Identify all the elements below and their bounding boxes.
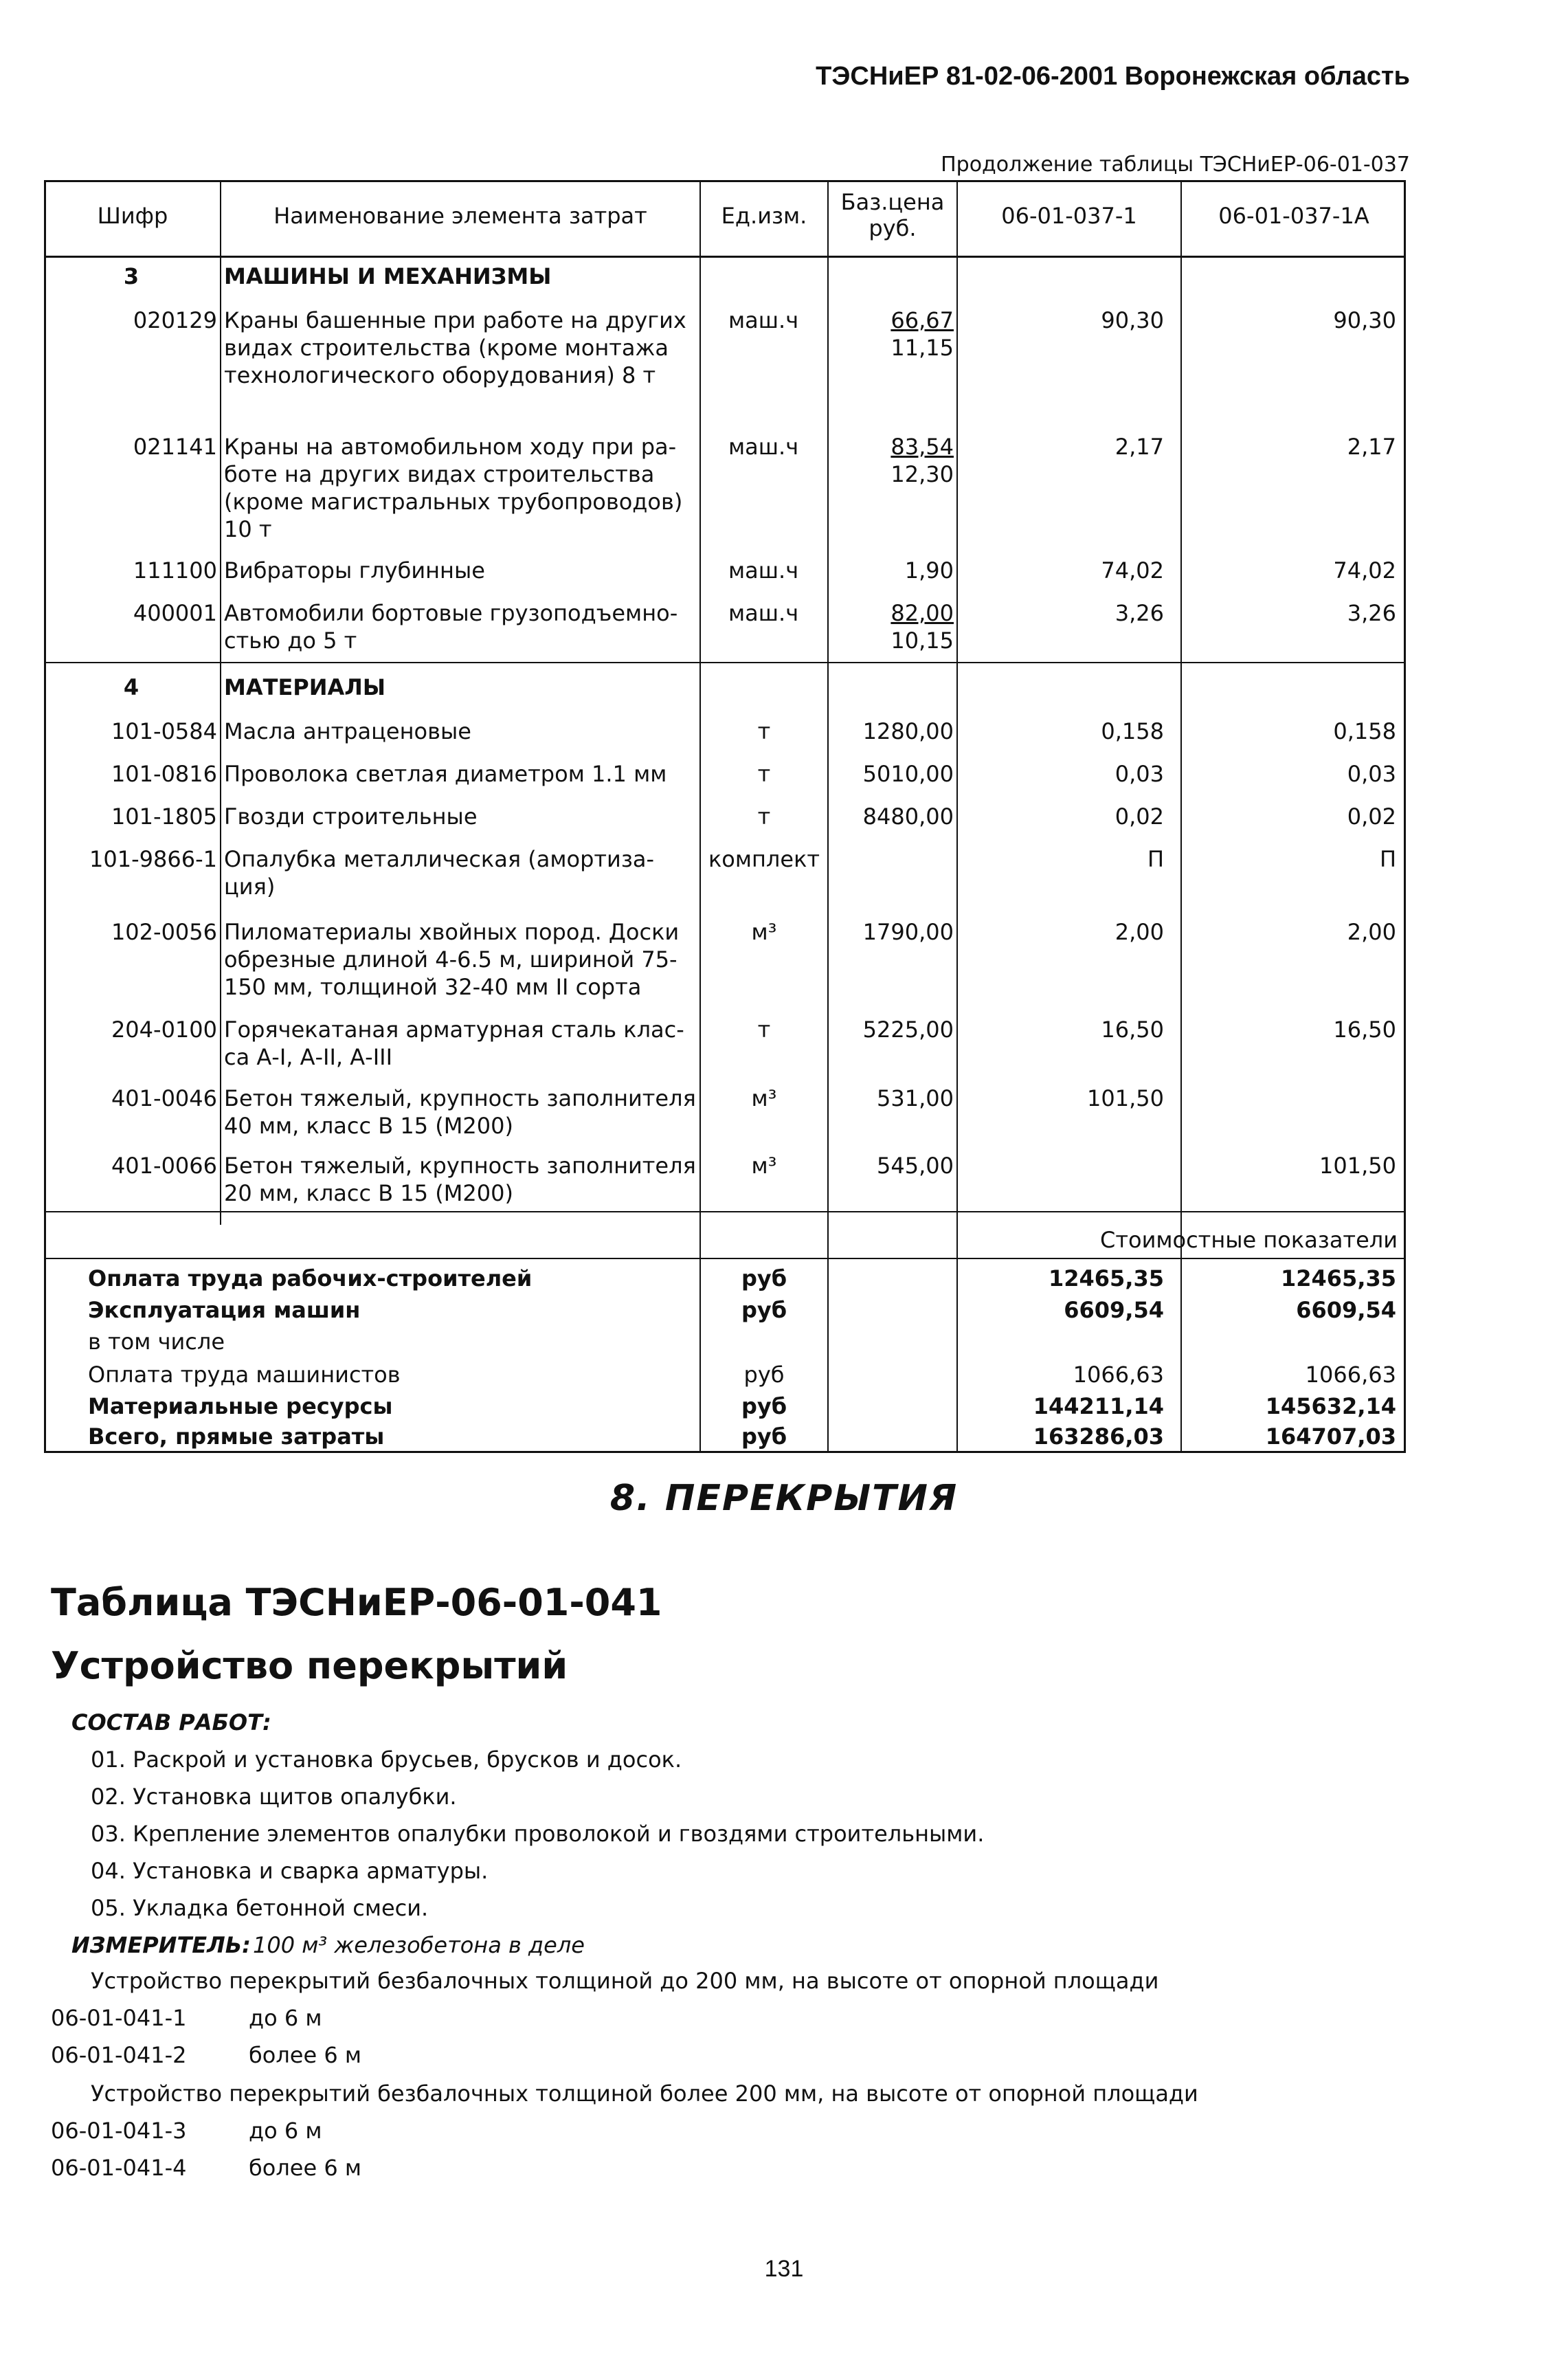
resource-name: Вибраторы глубинные [224, 557, 485, 584]
resource-name: Масла антраценовые [224, 718, 471, 744]
cost-value-variant-2: 12465,35 [1280, 1265, 1396, 1291]
resource-value-variant-2: 0,03 [1347, 761, 1396, 787]
cost-label: Оплата труда рабочих-строителей [88, 1265, 533, 1291]
resource-value-variant-2: 74,02 [1333, 557, 1396, 584]
section-heading: 8. ПЕРЕКРЫТИЯ [609, 1478, 959, 1519]
resource-name: Гвозди строительные [224, 803, 478, 830]
resource-unit: комплект [708, 846, 820, 872]
cost-indicators-header: Стоимостные показатели [1100, 1227, 1398, 1253]
resource-value-variant-2: 2,00 [1347, 919, 1396, 945]
resource-price: 82,00 [891, 600, 954, 626]
column-header-code: Шифр [97, 203, 168, 229]
resource-name: 40 мм, класс В 15 (М200) [224, 1113, 513, 1139]
resource-name: 20 мм, класс В 15 (М200) [224, 1180, 513, 1206]
resource-unit: маш.ч [728, 434, 799, 460]
resource-name: Бетон тяжелый, крупность заполнителя [224, 1085, 696, 1111]
resource-price: 531,00 [877, 1085, 954, 1111]
resource-value-variant-1: 0,02 [1115, 803, 1164, 830]
column-header-price: Баз.цена [840, 189, 945, 215]
meter-label: ИЗМЕРИТЕЛЬ: [71, 1932, 251, 1958]
resource-price-wage: 12,30 [891, 461, 954, 487]
resource-name: Бетон тяжелый, крупность заполнителя [224, 1153, 696, 1179]
column-header-price-unit: руб. [869, 215, 917, 241]
cost-value-variant-1: 12465,35 [1048, 1265, 1164, 1291]
column-divider [699, 180, 701, 1453]
document-header-title: ТЭСНиЕР 81-02-06-2001 Воронежская область [816, 62, 1410, 91]
work-item: 01. Раскрой и установка брусьев, брусков и досок. [91, 1746, 682, 1773]
section-number: 4 [123, 674, 139, 700]
resource-value-variant-2: 3,26 [1347, 600, 1396, 626]
resource-value-variant-1: 0,158 [1101, 718, 1164, 744]
cost-unit: руб [741, 1423, 787, 1450]
resource-code: 101-0584 [111, 718, 217, 744]
resource-name: обрезные длиной 4-6.5 м, шириной 75- [224, 946, 677, 973]
resource-value-variant-1: 16,50 [1101, 1017, 1164, 1043]
resource-value-variant-1: 0,03 [1115, 761, 1164, 787]
resource-price-wage: 10,15 [891, 628, 954, 654]
resource-price: 1790,00 [862, 919, 954, 945]
resource-name: видах строительства (кроме монтажа [224, 335, 669, 361]
group-description: Устройство перекрытий безбалочных толщиной более 200 мм, на высоте от опорной площади [91, 2081, 1198, 2107]
cost-value-variant-2: 6609,54 [1296, 1297, 1396, 1323]
cost-unit: руб [741, 1393, 787, 1419]
section-title: МАТЕРИАЛЫ [224, 674, 386, 700]
resource-value-variant-2: 16,50 [1333, 1017, 1396, 1043]
resource-unit: м³ [751, 1085, 777, 1111]
norm-text: более 6 м [249, 2042, 361, 2068]
works-label: СОСТАВ РАБОТ: [71, 1709, 271, 1735]
column-header-unit: Ед.изм. [721, 203, 807, 229]
norm-code: 06-01-041-2 [51, 2042, 187, 2068]
column-header-name: Наименование элемента затрат [273, 203, 647, 229]
resource-value-variant-1: 2,17 [1115, 434, 1164, 460]
table-subtitle: Устройство перекрытий [51, 1644, 568, 1687]
resource-code: 400001 [133, 600, 217, 626]
resource-name: Горячекатаная арматурная сталь клас- [224, 1017, 684, 1043]
resource-code: 111100 [133, 557, 217, 584]
cost-value-variant-2: 1066,63 [1305, 1362, 1396, 1388]
cost-value-variant-2: 145632,14 [1265, 1393, 1396, 1419]
column-header-variant-1: 06-01-037-1 [1001, 203, 1137, 229]
resource-value-variant-2: 2,17 [1347, 434, 1396, 460]
meter-value: 100 м³ железобетона в деле [253, 1932, 585, 1958]
resource-price: 5010,00 [862, 761, 954, 787]
resource-value-variant-2: 101,50 [1319, 1153, 1396, 1179]
work-item: 02. Установка щитов опалубки. [91, 1784, 457, 1810]
group-description: Устройство перекрытий безбалочных толщиной до 200 мм, на высоте от опорной площади [91, 1968, 1159, 1994]
resource-name: стью до 5 т [224, 628, 357, 654]
resource-name: са А-I, А-II, А-III [224, 1044, 392, 1070]
resource-value-variant-1: 2,00 [1115, 919, 1164, 945]
cost-label: в том числе [88, 1329, 225, 1355]
cost-label: Материальные ресурсы [88, 1393, 393, 1419]
resource-code: 204-0100 [111, 1017, 217, 1043]
resource-price: 83,54 [891, 434, 954, 460]
column-divider [1180, 180, 1182, 1453]
cost-unit: руб [741, 1297, 787, 1323]
resource-name: Краны башенные при работе на других [224, 307, 686, 333]
resource-unit: маш.ч [728, 307, 799, 333]
resource-value-variant-1: 101,50 [1087, 1085, 1164, 1111]
cost-unit: руб [743, 1362, 785, 1388]
resource-unit: т [757, 718, 771, 744]
resource-code: 102-0056 [111, 919, 217, 945]
section-divider [44, 1211, 1406, 1212]
resource-price: 545,00 [877, 1153, 954, 1179]
cost-unit: руб [741, 1265, 787, 1291]
section-number: 3 [123, 263, 139, 289]
resource-name: боте на других видах строительства [224, 461, 655, 487]
work-item: 03. Крепление элементов опалубки проволокой и гвоздями строительными. [91, 1821, 985, 1847]
resource-price: 1,90 [904, 557, 954, 584]
resource-name: Краны на автомобильном ходу при ра- [224, 434, 677, 460]
norm-text: до 6 м [249, 2005, 322, 2031]
work-item: 04. Установка и сварка арматуры. [91, 1858, 489, 1884]
norm-code: 06-01-041-4 [51, 2155, 187, 2181]
resource-name: Пиломатериалы хвойных пород. Доски [224, 919, 680, 945]
resource-name: Проволока светлая диаметром 1.1 мм [224, 761, 667, 787]
table-continuation-caption: Продолжение таблицы ТЭСНиЕР-06-01-037 [941, 153, 1410, 177]
cost-value-variant-1: 1066,63 [1073, 1362, 1164, 1388]
resource-price: 8480,00 [862, 803, 954, 830]
section-divider [44, 662, 1406, 663]
resource-price: 66,67 [891, 307, 954, 333]
resource-value-variant-1: 3,26 [1115, 600, 1164, 626]
resource-unit: м³ [751, 1153, 777, 1179]
resource-code: 401-0066 [111, 1153, 217, 1179]
cost-label: Оплата труда машинистов [88, 1362, 401, 1388]
norm-code: 06-01-041-3 [51, 2118, 187, 2144]
resource-name: 150 мм, толщиной 32-40 мм II сорта [224, 974, 642, 1000]
resource-value-variant-1: П [1147, 846, 1164, 872]
resource-unit: т [757, 761, 771, 787]
section-divider [44, 1258, 1406, 1259]
cost-total-variant-1: 163286,03 [1033, 1423, 1164, 1450]
norm-text: до 6 м [249, 2118, 322, 2144]
section-title: МАШИНЫ И МЕХАНИЗМЫ [224, 263, 552, 289]
resource-code: 101-1805 [111, 803, 217, 830]
cost-total-variant-2: 164707,03 [1265, 1423, 1396, 1450]
cost-value-variant-1: 6609,54 [1064, 1297, 1164, 1323]
resource-value-variant-2: 90,30 [1333, 307, 1396, 333]
resource-price-wage: 11,15 [891, 335, 954, 361]
resource-name: технологического оборудования) 8 т [224, 362, 656, 388]
work-item: 05. Укладка бетонной смеси. [91, 1895, 429, 1921]
resource-value-variant-2: 0,158 [1333, 718, 1396, 744]
resource-unit: маш.ч [728, 600, 799, 626]
resource-price: 1280,00 [862, 718, 954, 744]
cost-label-total: Всего, прямые затраты [88, 1423, 385, 1450]
resource-value-variant-1: 90,30 [1101, 307, 1164, 333]
column-divider [220, 180, 221, 1225]
cost-value-variant-1: 144211,14 [1033, 1393, 1164, 1419]
column-header-variant-2: 06-01-037-1А [1218, 203, 1369, 229]
resource-unit: т [757, 803, 771, 830]
resource-code: 401-0046 [111, 1085, 217, 1111]
resource-name: ция) [224, 874, 276, 900]
resource-name: Автомобили бортовые грузоподъемно- [224, 600, 678, 626]
resource-name: Опалубка металлическая (амортиза- [224, 846, 655, 872]
page-number: 131 [764, 2256, 804, 2282]
resource-code: 101-9866-1 [89, 846, 217, 872]
resource-value-variant-1: 74,02 [1101, 557, 1164, 584]
resource-unit: маш.ч [728, 557, 799, 584]
norm-text: более 6 м [249, 2155, 361, 2181]
cost-label: Эксплуатация машин [88, 1297, 361, 1323]
resource-code: 101-0816 [111, 761, 217, 787]
header-divider [44, 256, 1406, 258]
norm-code: 06-01-041-1 [51, 2005, 187, 2031]
resource-unit: м³ [751, 919, 777, 945]
resource-value-variant-2: 0,02 [1347, 803, 1396, 830]
resource-unit: т [757, 1017, 771, 1043]
resource-name: (кроме магистральных трубопроводов) [224, 489, 683, 515]
resource-name: 10 т [224, 516, 272, 542]
resource-value-variant-2: П [1379, 846, 1396, 872]
table-title: Таблица ТЭСНиЕР-06-01-041 [51, 1581, 662, 1624]
resource-code: 021141 [133, 434, 217, 460]
resource-price: 5225,00 [862, 1017, 954, 1043]
resource-code: 020129 [133, 307, 217, 333]
